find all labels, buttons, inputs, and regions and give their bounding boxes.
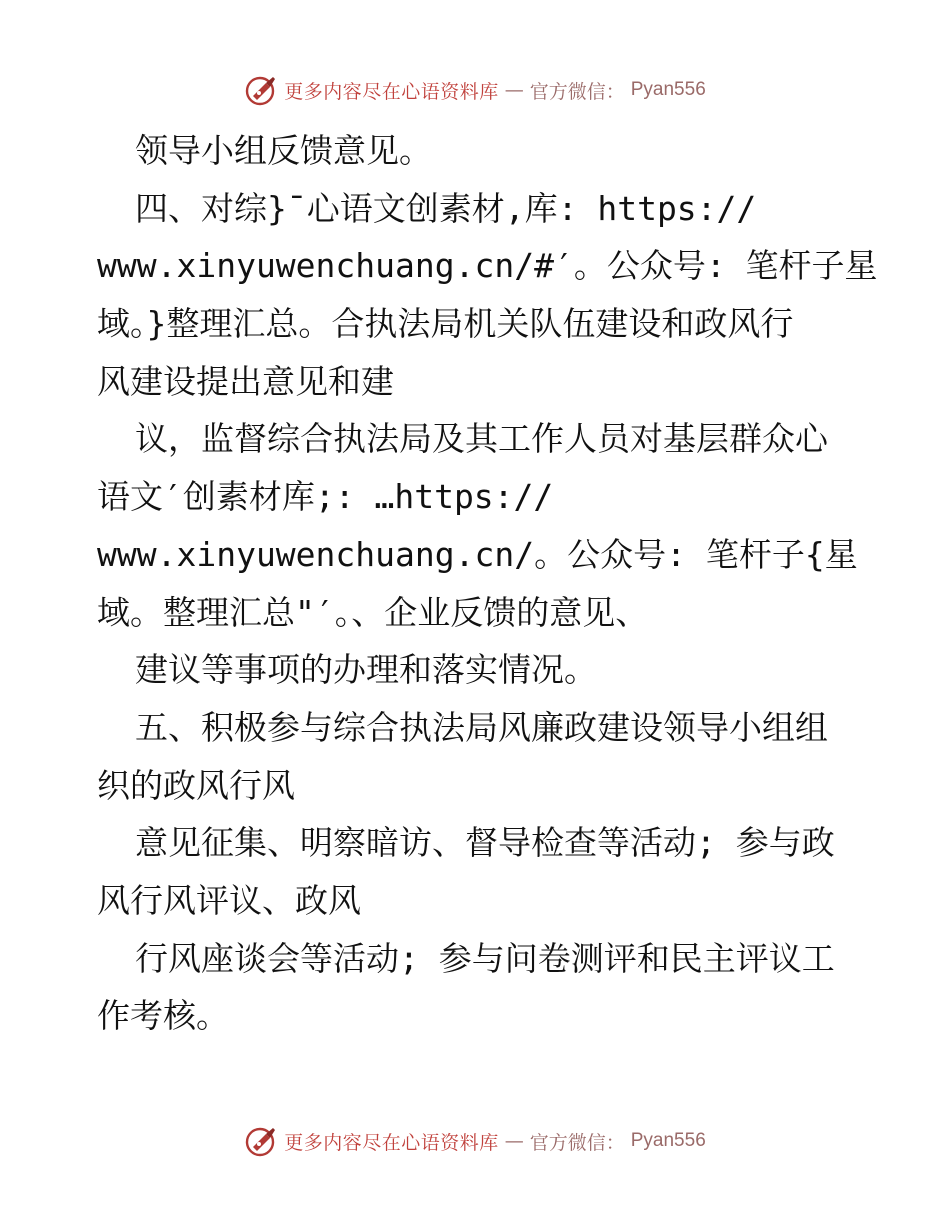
watermark-wechat-handle: Pyan556 <box>630 79 706 100</box>
watermark-official-label: 官方微信： <box>529 1131 625 1154</box>
text-line: 作考核。 <box>97 996 229 1036</box>
watermark-brand-text: 更多内容尽在心语资料库 <box>284 1131 499 1154</box>
footer-watermark <box>0 1125 950 1157</box>
document-body <box>97 122 878 1045</box>
pen-nib-seal-icon <box>244 74 278 106</box>
text-line: 五、积极参与综合执法局风廉政建设领导小组组 <box>135 707 828 747</box>
header-watermark <box>0 74 950 106</box>
watermark-official-label: 官方微信： <box>529 80 625 103</box>
pen-nib-seal-icon <box>244 1125 278 1157</box>
watermark-wechat-handle: Pyan556 <box>630 1130 706 1151</box>
text-line: 议，监督综合执法局及其工作人员对基层群众心 <box>135 419 828 459</box>
text-line: 域。整理汇总"′。、企业反馈的意见、 <box>97 592 649 632</box>
text-line: www.xinyuwenchuang.cn/#′。公众号: 笔杆子星 <box>97 246 878 286</box>
text-line: 风行风评议、政风 <box>97 880 361 920</box>
text-line: www.xinyuwenchuang.cn/。公众号: 笔杆子{星 <box>97 534 858 574</box>
text-line: 意见征集、明察暗访、督导检查等活动; 参与政 <box>135 823 835 863</box>
text-line: 建议等事项的办理和落实情况。 <box>135 650 597 690</box>
text-line: 织的政风行风 <box>97 765 295 805</box>
watermark-separator: — <box>504 79 524 101</box>
text-line: 四、对综}¯心语文创素材,库: https:// <box>135 188 757 228</box>
text-line: 风建设提出意见和建 <box>97 361 394 401</box>
watermark-separator: — <box>504 1130 524 1152</box>
text-line: 领导小组反馈意见。 <box>135 131 432 170</box>
text-line: 语文′创素材库;: …https:// <box>97 477 554 517</box>
text-line: 域。}整理汇总。合执法局机关队伍建设和政风行 <box>97 304 794 344</box>
text-line: 行风座谈会等活动; 参与问卷测评和民主评议工 <box>135 938 835 978</box>
watermark-brand-text: 更多内容尽在心语资料库 <box>284 80 499 103</box>
